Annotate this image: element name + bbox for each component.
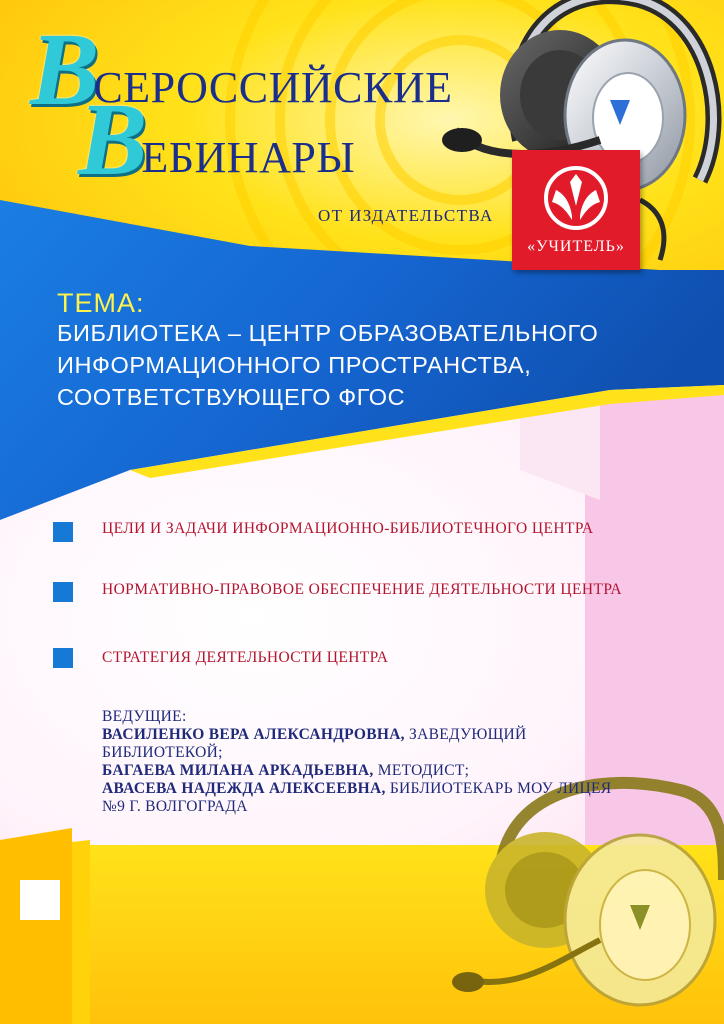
square-bullet-icon xyxy=(53,522,73,542)
square-bullet-icon xyxy=(53,582,73,602)
title-line-2 xyxy=(78,82,356,197)
title-word-2: ЕБИНАРЫ xyxy=(141,133,356,182)
title-initial-2: В xyxy=(78,82,148,197)
publisher-from-text: ОТ ИЗДАТЕЛЬСТВА xyxy=(318,206,494,225)
presenters-block xyxy=(102,708,622,816)
presenter-role: ЗАВЕДУЮЩИЙ БИБЛИОТЕКОЙ; xyxy=(102,726,527,761)
publisher-logo-icon xyxy=(512,150,640,240)
theme-label: ТЕМА: xyxy=(57,288,145,318)
presenter-name: ВАСИЛЕНКО ВЕРА АЛЕКСАНДРОВНА, xyxy=(102,726,405,743)
topic-text-2: НОРМАТИВНО-ПРАВОВОЕ ОБЕСПЕЧЕНИЕ ДЕЯТЕЛЬНОСТИ ЦЕНТРА xyxy=(102,581,622,598)
topic-text-3: СТРАТЕГИЯ ДЕЯТЕЛЬНОСТИ ЦЕНТРА xyxy=(102,649,389,666)
presenter-name: АВАСЕВА НАДЕЖДА АЛЕКСЕЕВНА, xyxy=(102,780,386,797)
topic-text-1: ЦЕЛИ И ЗАДАЧИ ИНФОРМАЦИОННО-БИБЛИОТЕЧНОГО ЦЕНТРА xyxy=(102,520,594,537)
presenter-name: БАГАЕВА МИЛАНА АРКАДЬЕВНА, xyxy=(102,762,374,779)
logo-label: «УЧИТЕЛЬ» xyxy=(527,238,625,255)
presenter-role: МЕТОДИСТ; xyxy=(377,762,470,779)
theme-line-2: ИНФОРМАЦИОННОГО ПРОСТРАНСТВА, xyxy=(57,352,532,378)
theme-line-1: БИБЛИОТЕКА – ЦЕНТР ОБРАЗОВАТЕЛЬНОГО xyxy=(57,320,599,346)
title-word-1: СЕРОССИЙСКИЕ xyxy=(93,63,453,112)
title-initial-1: В xyxy=(30,12,100,127)
presenter-role: БИБЛИОТЕКАРЬ МОУ ЛИЦЕЯ №9 Г. ВОЛГОГРАДА xyxy=(102,780,612,815)
presenters-label: ВЕДУЩИЕ: xyxy=(102,708,187,725)
publisher-logo xyxy=(512,150,640,270)
theme-line-3: СООТВЕТСТВУЮЩЕГО ФГОС xyxy=(57,384,406,410)
square-bullet-icon xyxy=(53,648,73,668)
